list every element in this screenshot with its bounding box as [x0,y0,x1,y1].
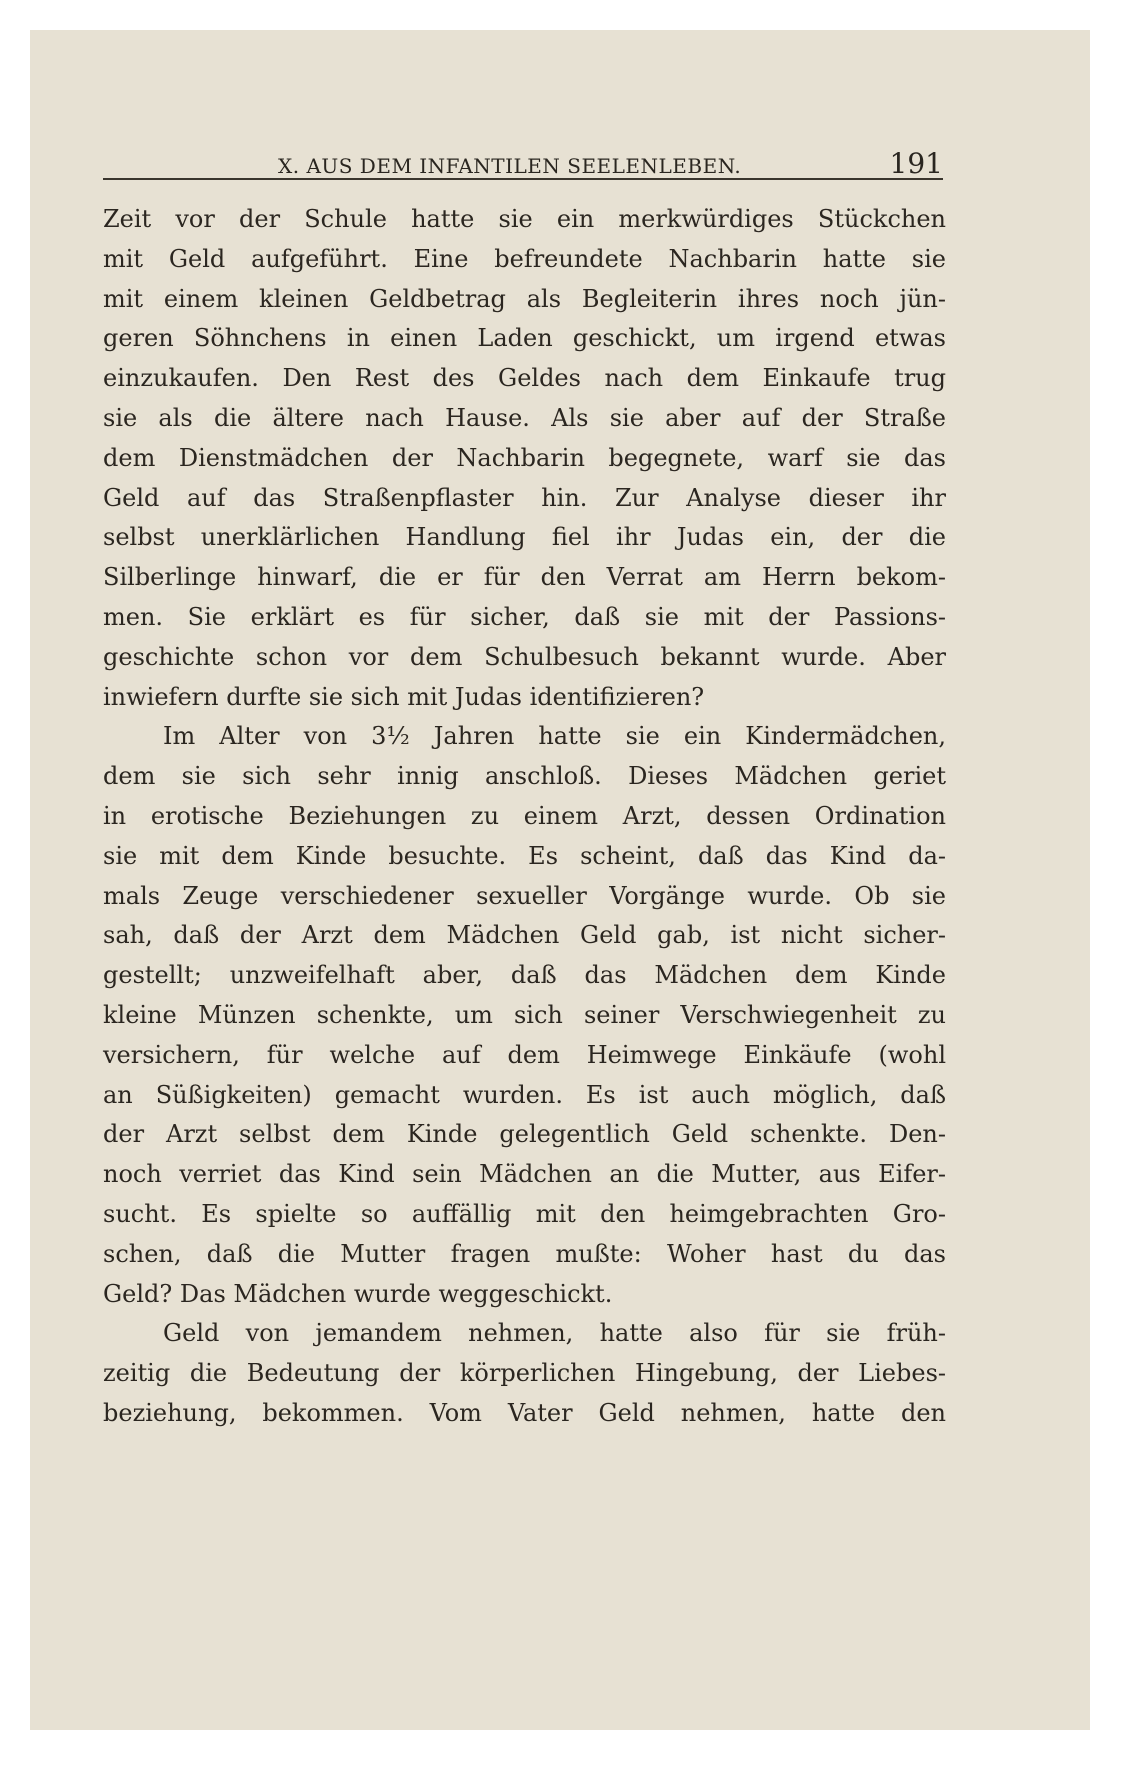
text-line: sucht. Es spielte so auffällig mit den heimgebrachten Gro- [103,1199,946,1228]
text-line: sah, daß der Arzt dem Mädchen Geld gab, ist nicht sicher- [103,921,946,950]
text-line: inwiefern durfte sie sich mit Judas identifizieren? [103,682,705,711]
book-page [30,30,1090,1730]
text-line: selbst unerklärlichen Handlung fiel ihr Judas ein, der die [103,523,946,552]
text-line: mals Zeuge verschiedener sexueller Vorgänge wurde. Ob sie [103,881,946,910]
text-line: mit Geld aufgeführt. Eine befreundete Nachbarin hatte sie [103,244,946,273]
text-line: geren Söhnchens in einen Laden geschickt, um irgend etwas [103,324,946,353]
text-line: zeitig die Bedeutung der körperlichen Hingebung, der Liebes- [103,1359,946,1388]
text-line: in erotische Beziehungen zu einem Arzt, dessen Ordination [103,801,946,830]
running-head: X. AUS DEM INFANTILEN SEELENLEBEN. [278,154,742,178]
text-line: gestellt; unzweifelhaft aber, daß das Mädchen dem Kinde [103,961,946,990]
text-line: der Arzt selbst dem Kinde gelegentlich Geld schenkte. Den- [103,1120,946,1149]
text-line: dem Dienstmädchen der Nachbarin begegnete, warf sie das [103,443,946,472]
text-line: einzukaufen. Den Rest des Geldes nach dem Einkaufe trug [103,364,946,393]
body-text [103,200,946,1434]
text-line: an Süßigkeiten) gemacht wurden. Es ist auch möglich, daß [103,1080,946,1109]
text-line: Im Alter von 3½ Jahren hatte sie ein Kindermädchen, [163,722,946,751]
page-header [103,122,943,180]
text-line: sie als die ältere nach Hause. Als sie aber auf der Straße [103,403,946,432]
text-line: schen, daß die Mutter fragen mußte: Woher hast du das [103,1239,946,1268]
text-line: kleine Münzen schenkte, um sich seiner Verschwiegenheit zu [103,1000,946,1029]
text-line: Geld auf das Straßenpflaster hin. Zur Analyse dieser ihr [103,483,946,512]
text-line: Silberlinge hinwarf, die er für den Verrat am Herrn bekom- [103,563,946,592]
text-line: noch verriet das Kind sein Mädchen an die Mutter, aus Eifer- [103,1160,946,1189]
text-line: versichern, für welche auf dem Heimwege Einkäufe (wohl [103,1040,946,1069]
text-line: dem sie sich sehr innig anschloß. Dieses Mädchen geriet [103,762,946,791]
text-line: sie mit dem Kinde besuchte. Es scheint, daß das Kind da- [103,841,946,870]
text-line: mit einem kleinen Geldbetrag als Begleiterin ihres noch jün- [103,284,946,313]
text-line: Geld? Das Mädchen wurde weggeschickt. [103,1279,613,1308]
text-line: Geld von jemandem nehmen, hatte also für sie früh- [163,1319,946,1348]
page-number: 191 [889,147,943,180]
text-line: beziehung, bekommen. Vom Vater Geld nehmen, hatte den [103,1398,946,1427]
text-line: Zeit vor der Schule hatte sie ein merkwürdiges Stückchen [103,205,946,233]
text-line: men. Sie erklärt es für sicher, daß sie mit der Passions- [103,602,946,631]
text-line: geschichte schon vor dem Schulbesuch bekannt wurde. Aber [103,642,946,671]
